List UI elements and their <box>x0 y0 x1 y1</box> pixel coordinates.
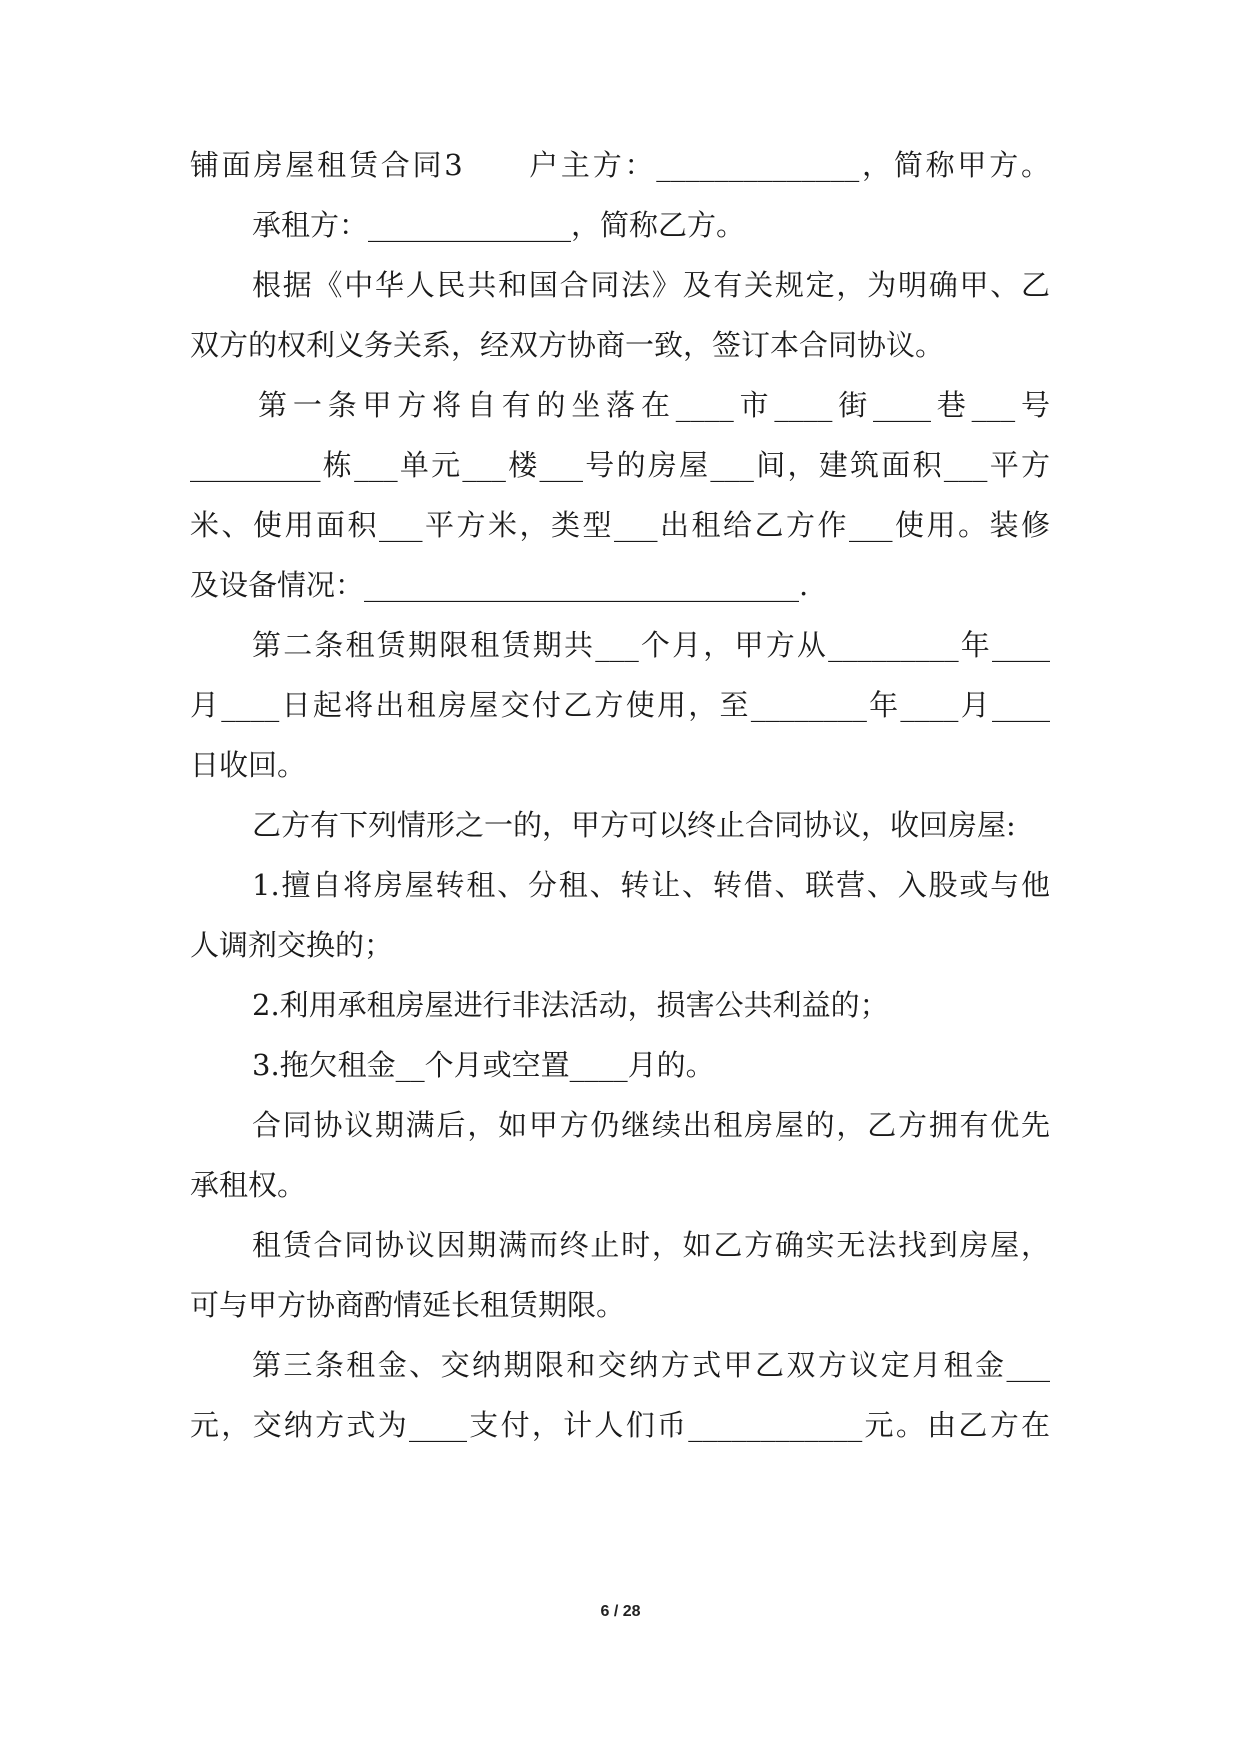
contract-title-line: 铺面房屋租赁合同3 户主方：______________，简称甲方。 <box>190 148 1050 182</box>
paragraph-line: 可与甲方协商酌情延长租赁期限。 <box>190 1288 626 1322</box>
article-2-line: 第二条租赁期限租赁期共___个月，甲方从_________年____ <box>252 628 1050 662</box>
article-3-line: 第三条租金、交纳期限和交纳方式甲乙双方议定月租金___ <box>252 1348 1050 1382</box>
paragraph-line: 根据《中华人民共和国合同法》及有关规定，为明确甲、乙 <box>252 268 1050 302</box>
list-item: 1.擅自将房屋转租、分租、转让、转借、联营、入股或与他 <box>252 868 1050 902</box>
article-1-line: 米、使用面积___平方米，类型___出租给乙方作___使用。装修 <box>190 508 1050 542</box>
tenant-line: 承租方：______________，简称乙方。 <box>252 208 746 242</box>
list-item: 人调剂交换的； <box>190 928 394 962</box>
paragraph-line: 承租权。 <box>190 1168 307 1202</box>
page-number: 6 / 28 <box>600 1603 641 1620</box>
article-3-line: 元，交纳方式为____支付，计人们币____________元。由乙方在 <box>190 1408 1050 1442</box>
paragraph-line: 双方的权利义务关系，经双方协商一致，签订本合同协议。 <box>190 328 945 362</box>
paragraph-line: 合同协议期满后，如甲方仍继续出租房屋的，乙方拥有优先 <box>252 1108 1050 1142</box>
list-item: 2.利用承租房屋进行非法活动，损害公共利益的； <box>252 988 889 1022</box>
article-1-line: _________栋___单元___楼___号的房屋___间，建筑面积___平方 <box>190 448 1050 482</box>
article-1-line: 及设备情况：______________________________. <box>190 568 809 602</box>
list-item: 3.拖欠租金__个月或空置____月的。 <box>252 1048 715 1082</box>
paragraph-line: 租赁合同协议因期满而终止时，如乙方确实无法找到房屋， <box>252 1228 1050 1262</box>
article-2-line: 日收回。 <box>190 748 307 782</box>
article-1-line: 第一条甲方将自有的坐落在____市____街____巷___号 <box>258 388 1050 422</box>
article-2-line: 月____日起将出租房屋交付乙方使用，至________年____月____ <box>190 688 1050 722</box>
paragraph-line: 乙方有下列情形之一的，甲方可以终止合同协议，收回房屋: <box>252 808 1016 842</box>
